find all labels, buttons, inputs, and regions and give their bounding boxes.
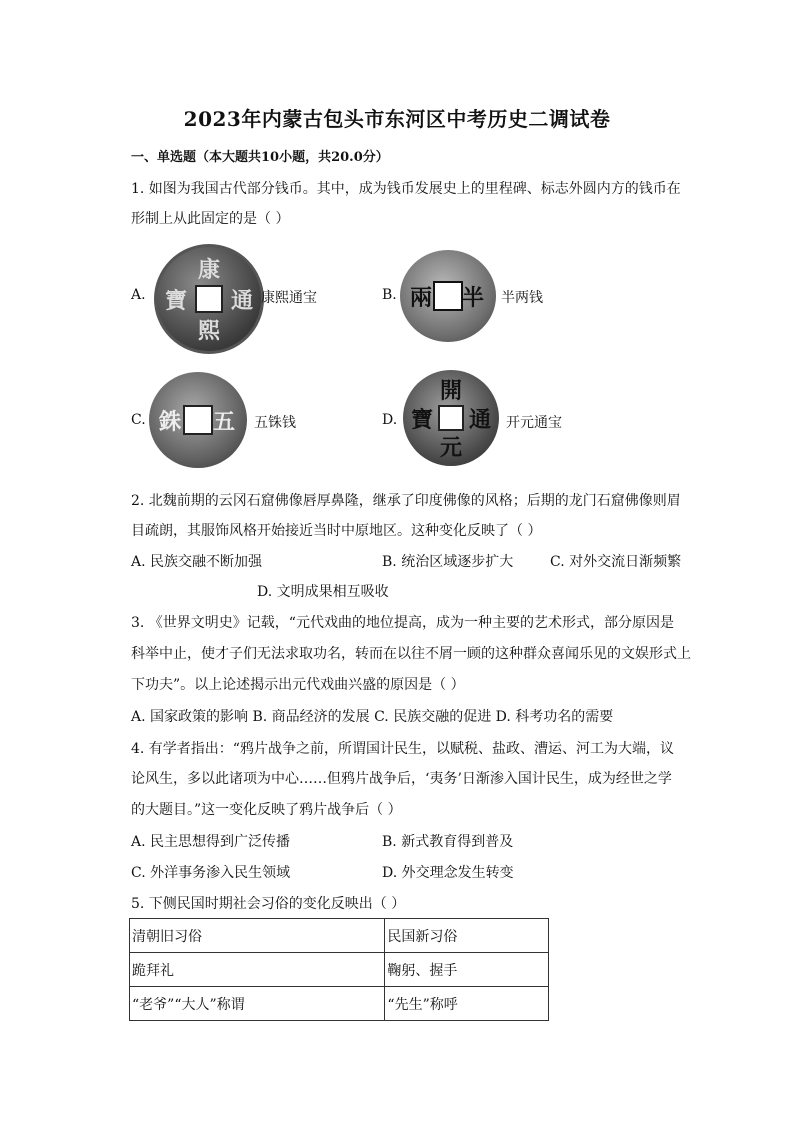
q3-line2: 科举中止，使才子们无法求取功名，转而在以往不屑一顾的这种群众喜闻乐见的文娱形式上 bbox=[131, 646, 691, 662]
table-cell: 鞠躬、握手 bbox=[385, 953, 549, 987]
q4-option-c[interactable]: C. 外洋事务渗入民生领域 bbox=[131, 865, 291, 881]
exam-title: 2023年内蒙古包头市东河区中考历史二调试卷 bbox=[183, 107, 611, 131]
q4-option-b[interactable]: B. 新式教育得到普及 bbox=[382, 834, 514, 850]
q3-options[interactable]: A. 国家政策的影响 B. 商品经济的发展 C. 民族交融的促进 D. 科考功名的需要 bbox=[131, 709, 614, 725]
coin-char-bottom: 元 bbox=[439, 435, 462, 461]
q1-option-a-label: 康熙通宝 bbox=[261, 290, 317, 306]
coin-char-right: 半 bbox=[461, 284, 484, 311]
wuzhu-coin-image bbox=[149, 372, 247, 468]
q2-option-b[interactable]: B. 统治区域逐步扩大 bbox=[382, 554, 514, 570]
table-cell: 跪拜礼 bbox=[130, 953, 385, 987]
coin-char-left: 寶 bbox=[411, 406, 434, 433]
q1-option-d-label: 开元通宝 bbox=[506, 415, 562, 431]
q2-line1: 2. 北魏前期的云冈石窟佛像唇厚鼻隆，继承了印度佛像的风格；后期的龙门石窟佛像则眉 bbox=[131, 493, 681, 509]
coin-char-left: 兩 bbox=[410, 284, 433, 311]
table-row bbox=[130, 919, 549, 953]
coin-char-left: 寶 bbox=[165, 287, 188, 314]
table-cell: “老爷”“大人”称谓 bbox=[130, 987, 385, 1021]
q1-option-c-label: 五铢钱 bbox=[254, 415, 296, 431]
q2-option-d[interactable]: D. 文明成果相互吸收 bbox=[257, 584, 389, 600]
q4-option-a[interactable]: A. 民主思想得到广泛传播 bbox=[131, 834, 291, 850]
section-heading: 一、单选题（本大题共10小题，共20.0分） bbox=[131, 150, 389, 165]
q3-line1: 3. 《世界文明史》记载，“元代戏曲的地位提高，成为一种主要的艺术形式，部分原因是 bbox=[131, 615, 674, 631]
coin-char-right: 五 bbox=[212, 408, 235, 435]
table-cell: “先生”称呼 bbox=[385, 987, 549, 1021]
table-cell: 民国新习俗 bbox=[385, 919, 549, 953]
q4-line3: 的大题目。”这一变化反映了鸦片战争后（ ） bbox=[131, 802, 402, 818]
q1-option-b-label: 半两钱 bbox=[501, 290, 543, 306]
coin-char-left: 銖 bbox=[159, 408, 182, 435]
q3-line3: 下功夫”。以上论述揭示出元代戏曲兴盛的原因是（ ） bbox=[131, 677, 465, 693]
q4-line2: 论风生，多以此诸项为中心……但鸦片战争后，‘夷务’日渐渗入国计民生，成为经世之学 bbox=[131, 771, 672, 787]
table-row bbox=[130, 987, 549, 1021]
customs-comparison-table bbox=[129, 918, 549, 1021]
q1-option-c-letter[interactable]: C. bbox=[131, 412, 146, 428]
coin-char-right: 通 bbox=[230, 287, 253, 314]
q2-line2: 目疏朗，其服饰风格开始接近当时中原地区。这种变化反映了（ ） bbox=[131, 523, 542, 539]
table-cell: 清朝旧习俗 bbox=[130, 919, 385, 953]
q1-option-a-letter[interactable]: A. bbox=[131, 287, 146, 303]
kaiyuan-tongbao-coin-image bbox=[403, 370, 499, 466]
q4-option-d[interactable]: D. 外交理念发生转变 bbox=[382, 865, 514, 881]
q2-option-c[interactable]: C. 对外交流日渐频繁 bbox=[550, 554, 682, 570]
coin-char-top: 康 bbox=[197, 257, 220, 283]
q1-option-d-letter[interactable]: D. bbox=[382, 412, 398, 428]
q1-option-b-letter[interactable]: B. bbox=[382, 287, 397, 303]
q1-line2: 形制上从此固定的是（ ） bbox=[131, 211, 290, 227]
q2-option-a[interactable]: A. 民族交融不断加强 bbox=[131, 554, 263, 570]
q4-line1: 4. 有学者指出：“鸦片战争之前，所谓国计民生，以赋税、盐政、漕运、河工为大端，议 bbox=[131, 741, 674, 757]
table-row bbox=[130, 953, 549, 987]
coin-char-bottom: 熙 bbox=[197, 318, 220, 344]
kangxi-tongbao-coin-image bbox=[154, 244, 264, 354]
coin-char-right: 通 bbox=[468, 406, 491, 433]
banliang-coin-image bbox=[400, 250, 496, 342]
q1-line1: 1. 如图为我国古代部分钱币。其中，成为钱币发展史上的里程碑、标志外圆内方的钱币在 bbox=[131, 181, 681, 197]
coin-char-top: 開 bbox=[439, 378, 462, 404]
q5-line1: 5. 下侧民国时期社会习俗的变化反映出（ ） bbox=[131, 896, 406, 912]
